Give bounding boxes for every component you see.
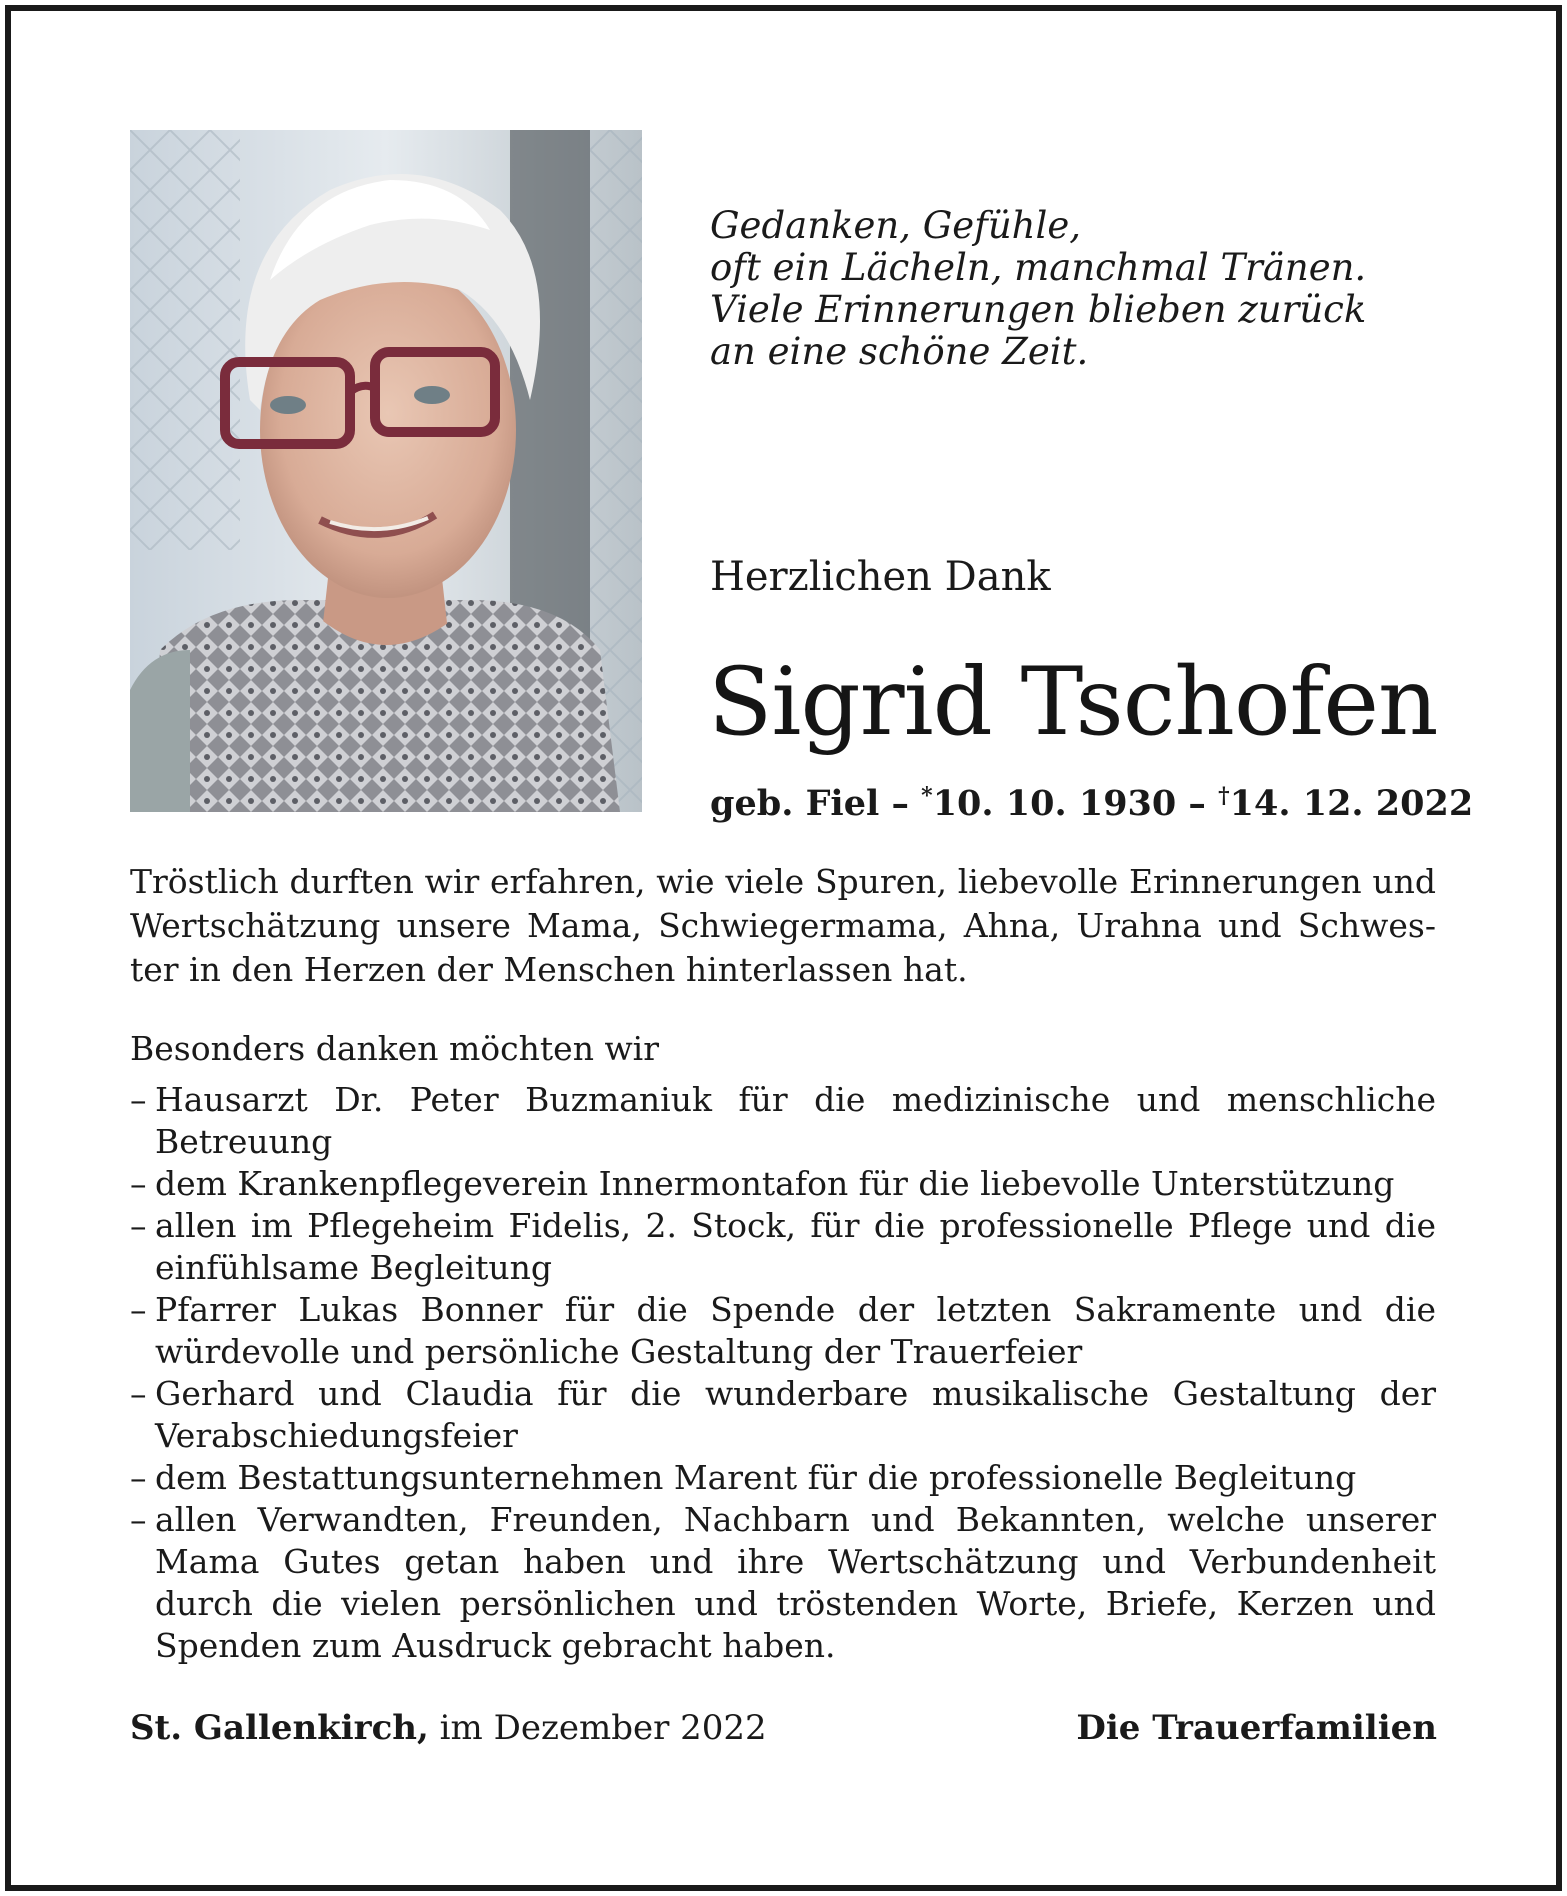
list-item	[130, 1373, 1436, 1457]
deceased-name: Sigrid Tschofen	[708, 648, 1438, 757]
death-date: 14. 12. 2022	[1229, 783, 1474, 824]
poem-line: oft ein Lächeln, manchmal Tränen.	[710, 246, 1367, 289]
list-item-line: Verabschiedungsfeier	[155, 1416, 518, 1455]
born-name: geb. Fiel –	[710, 783, 909, 824]
poem-line: Gedanken, Gefühle,	[710, 204, 1081, 247]
intro-line: ter in den Herzen der Menschen hinterlassen hat.	[130, 950, 968, 989]
list-item-line: Spenden zum Ausdruck gebracht haben.	[155, 1626, 836, 1665]
birth-symbol: *	[921, 783, 933, 809]
list-item	[130, 1499, 1436, 1667]
poem	[710, 205, 1410, 373]
intro-line: Wertschätzung unsere Mama, Schwiegermama, Ahna, Urahna und Schwes-	[130, 906, 1436, 945]
thanks-list	[130, 1079, 1436, 1667]
list-item-line: würdevolle und persönliche Gestaltung der Trauerfeier	[155, 1332, 1083, 1371]
footer-place: St. Gallenkirch,	[130, 1708, 429, 1748]
list-item-line: Gerhard und Claudia für die wunderbare musikalische Gestaltung der	[155, 1374, 1436, 1413]
footer-place-date	[130, 1706, 767, 1750]
thanks-heading: Herzlichen Dank	[710, 554, 1051, 600]
list-item-line: dem Bestattungsunternehmen Marent für die professionelle Begleitung	[155, 1458, 1357, 1497]
dash-bullet: –	[130, 1206, 147, 1245]
footer-date: im Dezember 2022	[439, 1708, 767, 1748]
thanks-intro: Besonders danken möchten wir	[130, 1029, 660, 1068]
list-item-line: durch die vielen persönlichen und tröstenden Worte, Briefe, Kerzen und	[155, 1584, 1436, 1623]
list-item-line: allen Verwandten, Freunden, Nachbarn und Bekannten, welche unserer	[155, 1500, 1436, 1539]
list-item-line: Mama Gutes getan haben und ihre Wertschätzung und Verbundenheit	[155, 1542, 1436, 1581]
list-item-line: Pfarrer Lukas Bonner für die Spende der letzten Sakramente und die	[155, 1290, 1436, 1329]
list-item	[130, 1205, 1436, 1289]
portrait-photo	[130, 130, 642, 812]
birth-date: 10. 10. 1930 –	[932, 783, 1206, 824]
intro-line: Tröstlich durften wir erfahren, wie viele Spuren, liebevolle Erinnerungen und	[130, 862, 1436, 901]
poem-line: Viele Erinnerungen blieben zurück	[710, 288, 1367, 331]
dash-bullet: –	[130, 1374, 147, 1413]
intro-paragraph	[130, 860, 1436, 992]
list-item-line: dem Krankenpflegeverein Innermontafon für die liebevolle Unterstützung	[155, 1164, 1395, 1203]
poem-line: an eine schöne Zeit.	[710, 330, 1089, 373]
dash-bullet: –	[130, 1458, 147, 1497]
list-item	[130, 1289, 1436, 1373]
death-symbol: †	[1218, 783, 1230, 809]
life-dates	[710, 782, 1473, 826]
list-item	[130, 1457, 1436, 1499]
dash-bullet: –	[130, 1500, 147, 1539]
dash-bullet: –	[130, 1080, 147, 1119]
list-item	[130, 1163, 1436, 1205]
list-item-line: allen im Pflegeheim Fidelis, 2. Stock, für die professionelle Pflege und die	[155, 1206, 1436, 1245]
list-item-line: Betreuung	[155, 1122, 333, 1161]
dash-bullet: –	[130, 1290, 147, 1329]
footer-signature: Die Trauerfamilien	[1076, 1708, 1437, 1748]
list-item	[130, 1079, 1436, 1163]
list-item-line: Hausarzt Dr. Peter Buzmaniuk für die medizinische und menschliche	[155, 1080, 1436, 1119]
list-item-line: einfühlsame Begleitung	[155, 1248, 552, 1287]
dash-bullet: –	[130, 1164, 147, 1203]
